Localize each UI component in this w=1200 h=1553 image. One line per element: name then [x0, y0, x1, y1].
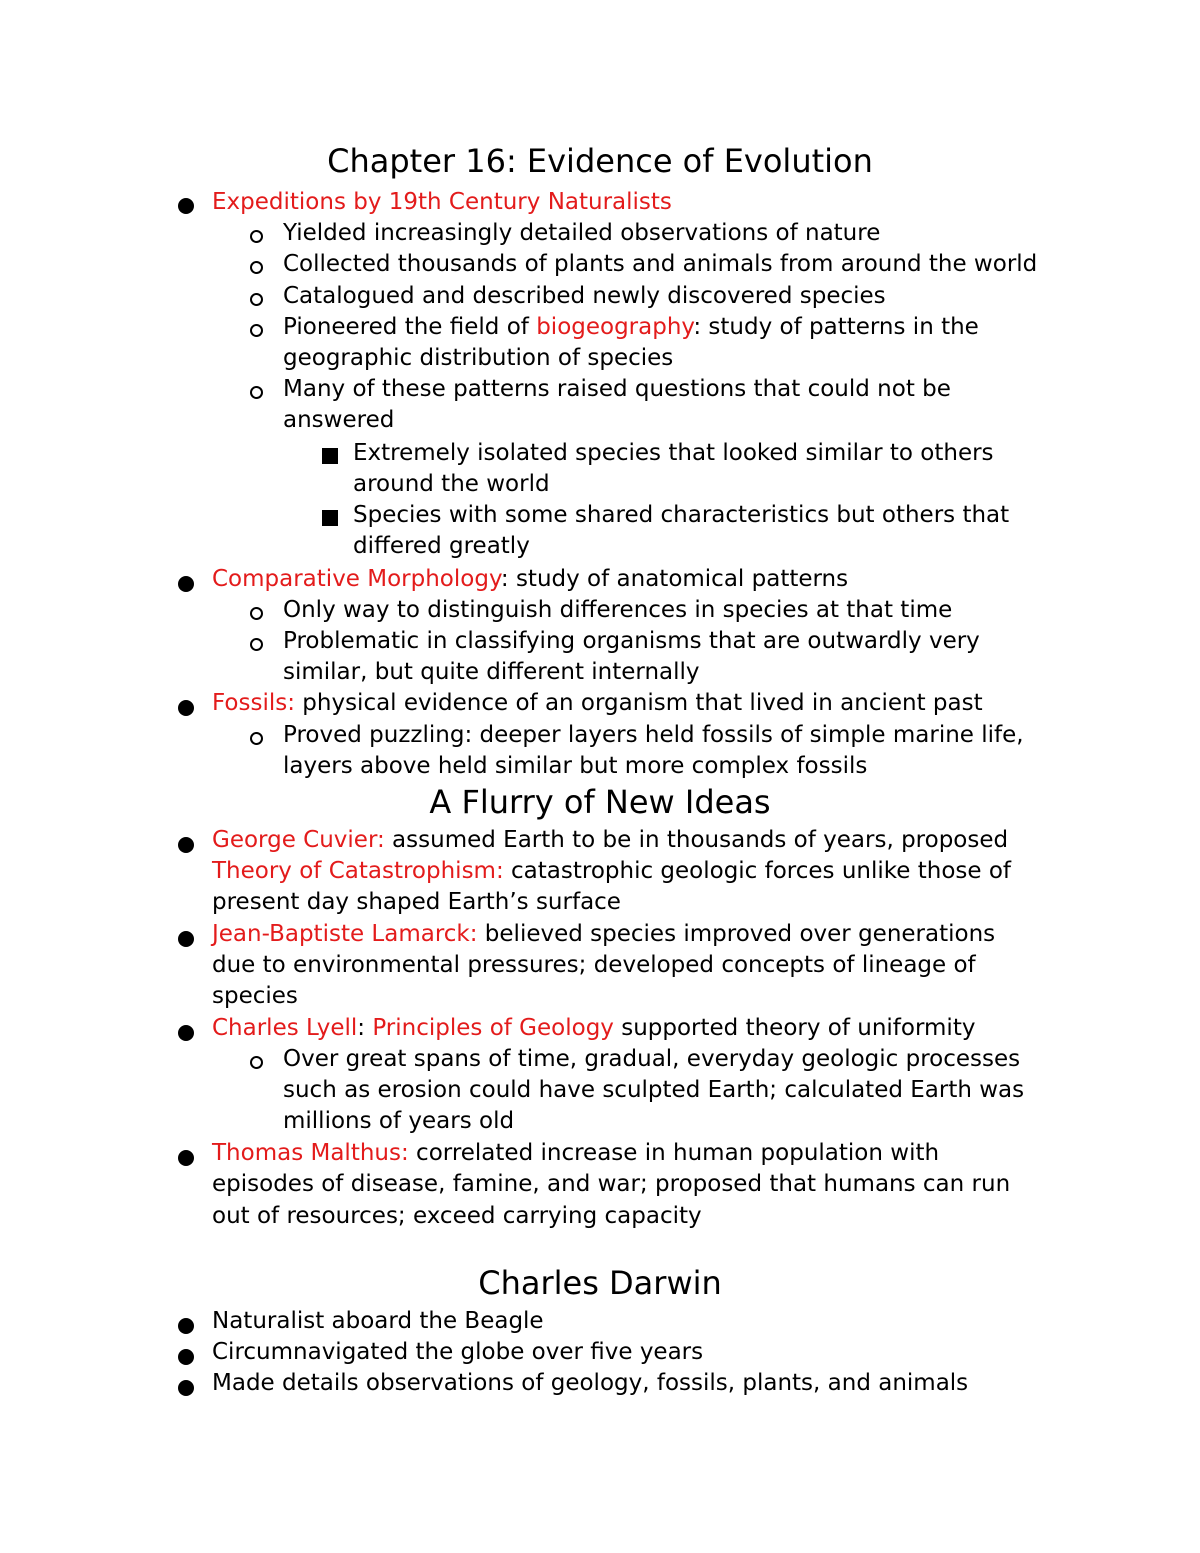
lyell-term: Charles Lyell [212, 1015, 358, 1041]
bullet-icon [178, 198, 194, 214]
cuvier-term: George Cuvier: [212, 827, 385, 853]
circle-bullet-icon [250, 386, 263, 399]
list-item: Yielded increasingly detailed observations of nature [283, 220, 881, 246]
lamarck-item-continuation: due to environmental pressures; developed concepts of lineage of [212, 952, 976, 978]
sub-list-item: Extremely isolated species that looked similar to others [353, 440, 994, 466]
lyell-colon: : [357, 1015, 373, 1041]
circle-bullet-icon [250, 261, 263, 274]
lamarck-item-continuation: species [212, 983, 298, 1009]
cuvier-text: assumed Earth to be in thousands of years, proposed [384, 827, 1009, 853]
list-item-continuation: similar, but quite different internally [283, 659, 700, 685]
malthus-item [212, 1138, 939, 1169]
list-item: Catalogued and described newly discovered species [283, 283, 886, 309]
lyell-item [212, 1013, 975, 1044]
list-item: Problematic in classifying organisms that are outwardly very [283, 628, 980, 654]
list-item: Only way to distinguish differences in species at that time [283, 597, 953, 623]
lamarck-text: believed species improved over generations [477, 921, 996, 947]
sub-list-item-continuation: differed greatly [353, 533, 530, 559]
square-bullet-icon [322, 510, 338, 526]
circle-bullet-icon [250, 1056, 263, 1069]
list-item-continuation: answered [283, 407, 395, 433]
malthus-item-continuation: out of resources; exceed carrying capacity [212, 1203, 702, 1229]
bullet-icon [178, 1025, 194, 1041]
list-item: Over great spans of time, gradual, everyday geologic processes [283, 1046, 1021, 1072]
lyell-text: supported theory of uniformity [613, 1015, 976, 1041]
bullet-icon [178, 1380, 194, 1396]
list-item: Proved puzzling: deeper layers held fossils of simple marine life, [283, 722, 1024, 748]
sub-list-item: Species with some shared characteristics but others that [353, 502, 1010, 528]
list-item-continuation: such as erosion could have sculpted Earth; calculated Earth was [283, 1077, 1025, 1103]
malthus-text: correlated increase in human population with [408, 1140, 940, 1166]
catastrophism-text: catastrophic geologic forces unlike those of [503, 858, 1012, 884]
fossils-definition: physical evidence of an organism that lived in ancient past [294, 690, 983, 716]
malthus-item-continuation: episodes of disease, famine, and war; proposed that humans can run [212, 1171, 1011, 1197]
bullet-icon [178, 700, 194, 716]
cuvier-item [212, 825, 1008, 856]
lamarck-item [212, 919, 995, 950]
list-item: Circumnavigated the globe over five years [212, 1339, 704, 1365]
biogeo-prefix: Pioneered the field of [283, 314, 537, 340]
list-item: Made details observations of geology, fossils, plants, and animals [212, 1370, 969, 1396]
circle-bullet-icon [250, 732, 263, 745]
principles-of-geology-title: Principles of Geology [372, 1015, 614, 1041]
section-heading: A Flurry of New Ideas [429, 783, 771, 821]
circle-bullet-icon [250, 638, 263, 651]
list-item: Naturalist aboard the Beagle [212, 1308, 544, 1334]
fossils-term: Fossils: [212, 690, 295, 716]
bullet-icon [178, 931, 194, 947]
sub-list-item-continuation: around the world [353, 471, 550, 497]
bullet-icon [178, 576, 194, 592]
cuvier-item-continuation [212, 856, 1011, 887]
catastrophism-term: Theory of Catastrophism: [212, 858, 504, 884]
list-item-continuation: layers above held similar but more complex fossils [283, 753, 868, 779]
bullet-icon [178, 1349, 194, 1365]
section-heading: Charles Darwin [478, 1264, 722, 1302]
square-bullet-icon [322, 448, 338, 464]
list-item-continuation: geographic distribution of species [283, 345, 674, 371]
cuvier-item-continuation: present day shaped Earth’s surface [212, 889, 621, 915]
circle-bullet-icon [250, 607, 263, 620]
biogeography-term: biogeography [536, 314, 694, 340]
list-item-biogeography [283, 312, 979, 343]
bullet-icon [178, 1150, 194, 1166]
page-title: Chapter 16: Evidence of Evolution [327, 142, 873, 180]
fossils-item [212, 688, 983, 719]
list-item: Many of these patterns raised questions that could not be [283, 376, 951, 402]
expeditions-heading: Expeditions by 19th Century Naturalists [212, 189, 672, 215]
circle-bullet-icon [250, 293, 263, 306]
malthus-term: Thomas Malthus: [212, 1140, 409, 1166]
list-item: Collected thousands of plants and animals from around the world [283, 251, 1038, 277]
biogeo-definition: : study of patterns in the [693, 314, 979, 340]
bullet-icon [178, 837, 194, 853]
circle-bullet-icon [250, 230, 263, 243]
morphology-term: Comparative Morphology [212, 566, 501, 592]
lamarck-term: Jean-Baptiste Lamarck: [212, 921, 478, 947]
list-item-continuation: millions of years old [283, 1108, 515, 1134]
bullet-icon [178, 1318, 194, 1334]
circle-bullet-icon [250, 324, 263, 337]
morphology-item [212, 564, 848, 595]
morphology-definition: : study of anatomical patterns [500, 566, 849, 592]
